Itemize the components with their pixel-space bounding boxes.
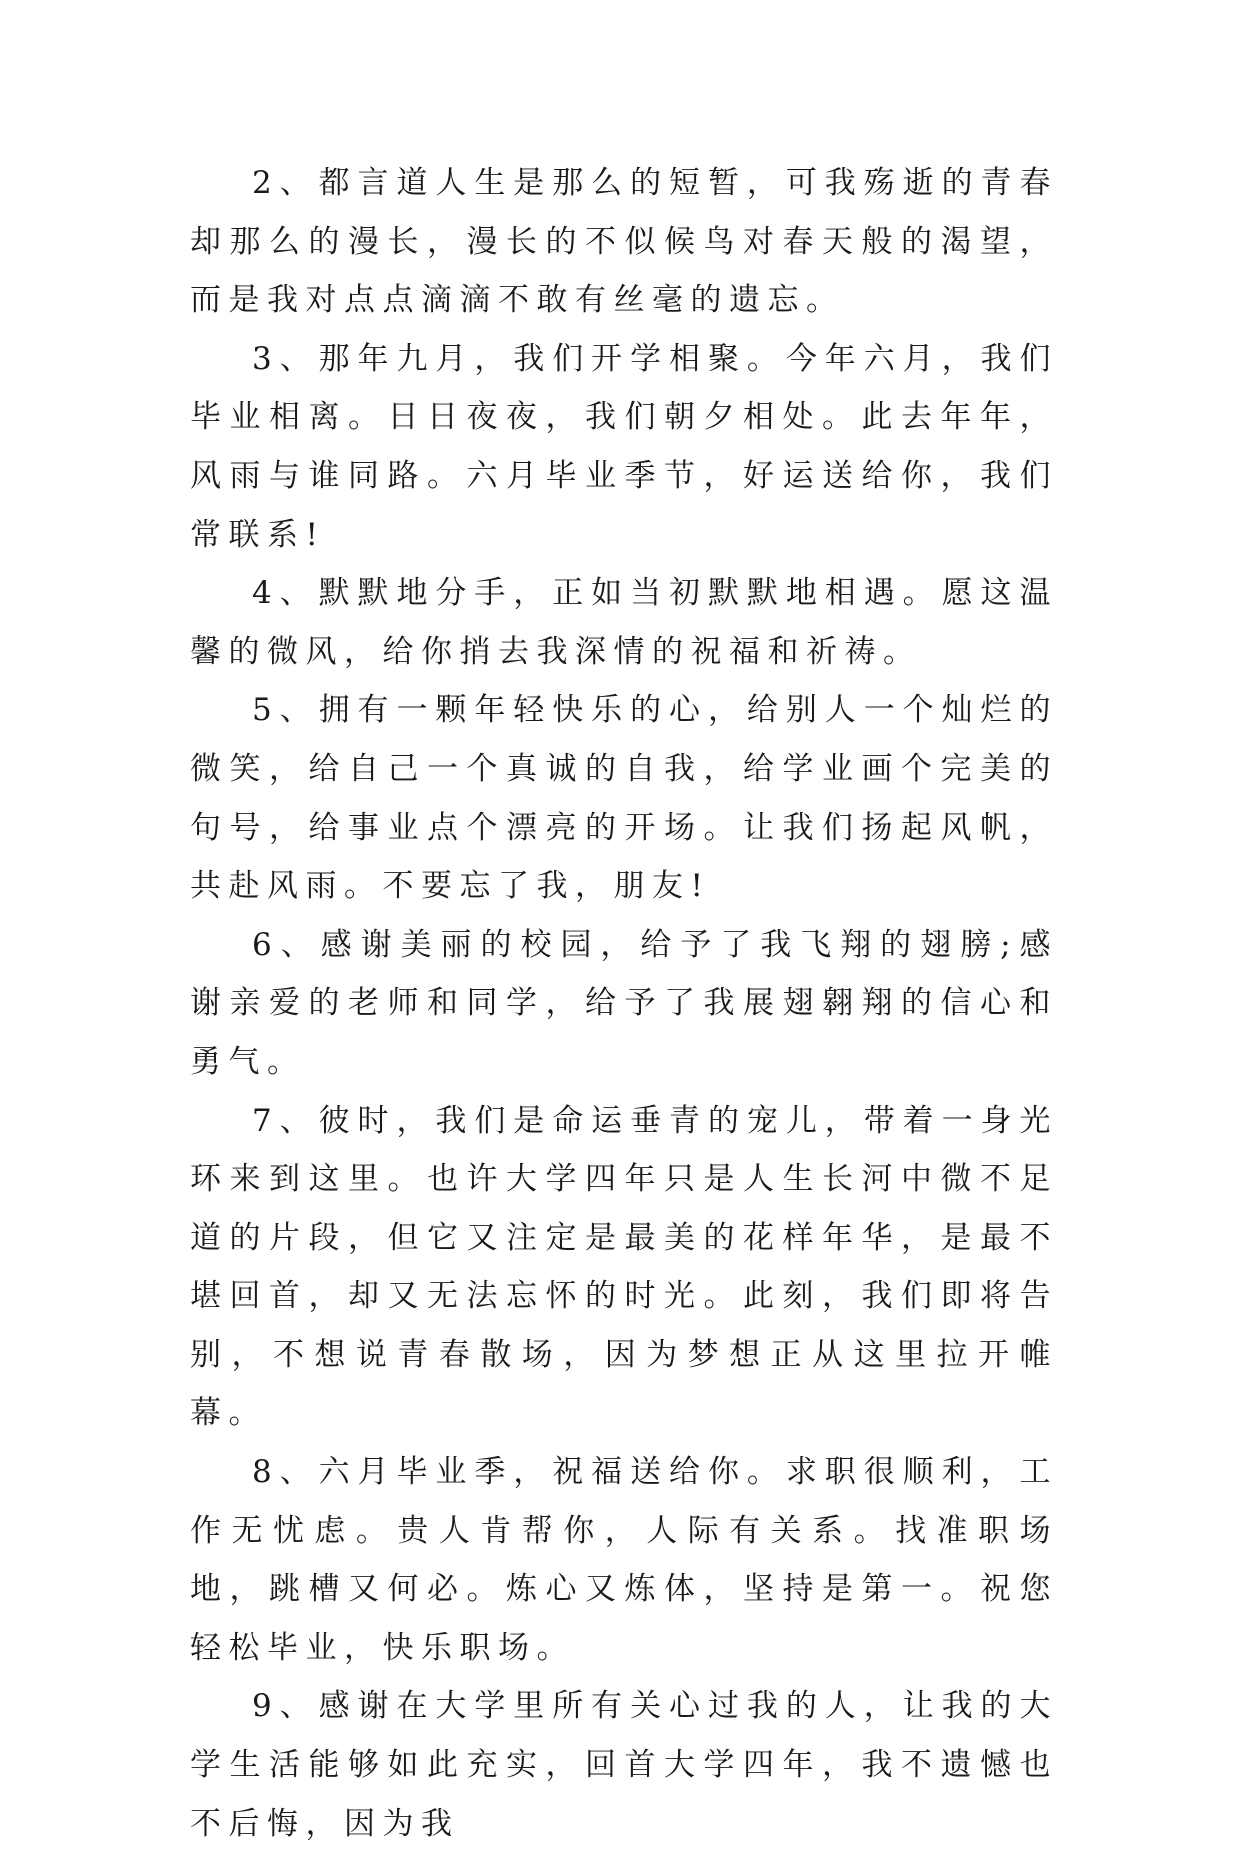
paragraph-4: 4、默默地分手，正如当初默默地相遇。愿这温馨的微风，给你捎去我深情的祝福和祈祷。 bbox=[190, 575, 1058, 670]
paragraph-7: 7、彼时，我们是命运垂青的宠儿，带着一身光环来到这里。也许大学四年只是人生长河中微不足道的片段，但它又注定是最美的花样年华，是最不堪回首，却又无法忘怀的时光。此刻，我们即将告别，不想说青春散场，因为梦想正从这里拉开帷幕。 bbox=[190, 1102, 1058, 1432]
paragraph-8: 8、六月毕业季，祝福送给你。求职很顺利，工作无忧虑。贵人肯帮你，人际有关系。找准职场地，跳槽又何必。炼心又炼体，坚持是第一。祝您轻松毕业，快乐职场。 bbox=[190, 1454, 1058, 1666]
paragraph-3: 3、那年九月，我们开学相聚。今年六月，我们毕业相离。日日夜夜，我们朝夕相处。此去年年，风雨与谁同路。六月毕业季节，好运送给你，我们常联系! bbox=[190, 340, 1058, 553]
paragraph-5: 5、拥有一颗年轻快乐的心，给别人一个灿烂的微笑，给自己一个真诚的自我，给学业画个完美的句号，给事业点个漂亮的开场。让我们扬起风帆，共赴风雨。不要忘了我，朋友! bbox=[190, 692, 1058, 905]
paragraph-2: 2、都言道人生是那么的短暂，可我殇逝的青春却那么的漫长，漫长的不似候鸟对春天般的渴望，而是我对点点滴滴不敢有丝毫的遗忘。 bbox=[190, 165, 1058, 319]
paragraph-6: 6、感谢美丽的校园，给予了我飞翔的翅膀;感谢亲爱的老师和同学，给予了我展翅翱翔的信心和勇气。 bbox=[190, 926, 1058, 1080]
document-body bbox=[190, 154, 1058, 1853]
paragraph-9: 9、感谢在大学里所有关心过我的人，让我的大学生活能够如此充实，回首大学四年，我不遗憾也不后悔，因为我 bbox=[190, 1688, 1058, 1842]
